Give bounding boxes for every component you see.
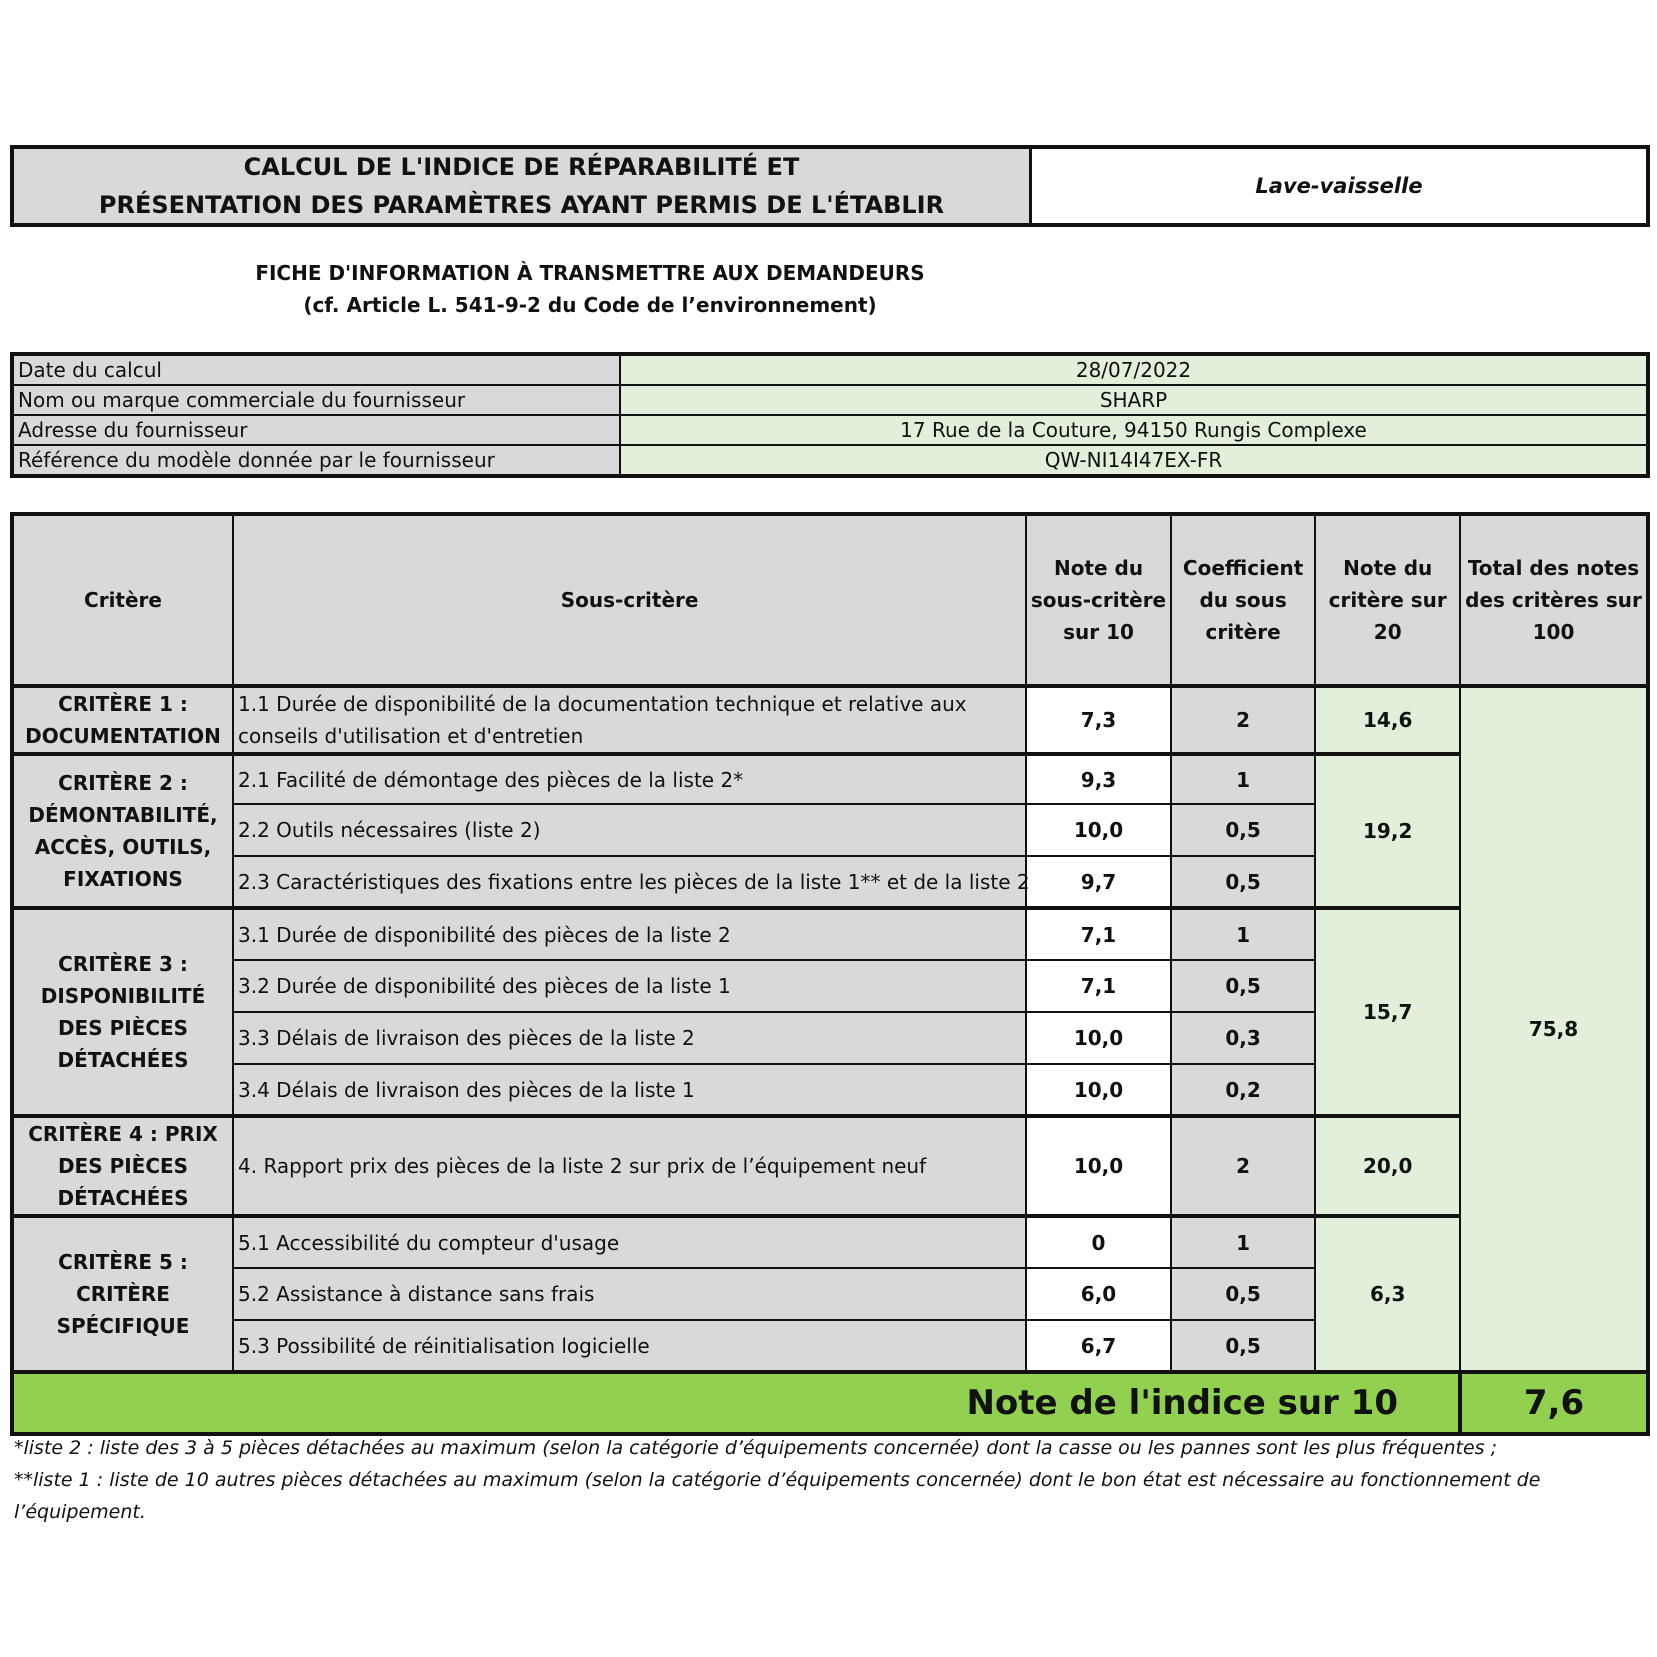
fiche-line-1: FICHE D'INFORMATION À TRANSMETTRE AUX DEMANDEURS bbox=[255, 261, 925, 285]
subcriterion-note: 6,7 bbox=[1026, 1320, 1171, 1372]
total-score: 75,8 bbox=[1460, 686, 1648, 1372]
info-label: Nom ou marque commerciale du fournisseur bbox=[12, 385, 620, 415]
info-label: Date du calcul bbox=[12, 354, 620, 385]
subcriterion-label: 3.3 Délais de livraison des pièces de la liste 2 bbox=[233, 1012, 1026, 1064]
header-total: Total des notes des critères sur 100 bbox=[1460, 514, 1648, 686]
criterion-label: CRITÈRE 4 : PRIX DES PIÈCES DÉTACHÉES bbox=[12, 1116, 233, 1216]
table-row bbox=[12, 754, 1648, 804]
subcriterion-label: 3.1 Durée de disponibilité des pièces de la liste 2 bbox=[233, 908, 1026, 960]
subcriterion-note: 0 bbox=[1026, 1216, 1171, 1268]
header-coefficient: Coefficient du sous critère bbox=[1171, 514, 1316, 686]
subcriterion-note: 7,1 bbox=[1026, 960, 1171, 1012]
subcriterion-label: 3.2 Durée de disponibilité des pièces de la liste 1 bbox=[233, 960, 1026, 1012]
header-sous-critere: Sous-critère bbox=[233, 514, 1026, 686]
table-row bbox=[12, 908, 1648, 960]
criterion-note: 6,3 bbox=[1315, 1216, 1460, 1372]
repairability-score-table bbox=[10, 512, 1650, 1436]
criterion-note: 20,0 bbox=[1315, 1116, 1460, 1216]
table-row bbox=[12, 686, 1648, 754]
criterion-label: CRITÈRE 5 : CRITÈRE SPÉCIFIQUE bbox=[12, 1216, 233, 1372]
product-category: Lave-vaisselle bbox=[1032, 149, 1646, 223]
subcriterion-coefficient: 0,2 bbox=[1171, 1064, 1316, 1116]
fiche-line-2: (cf. Article L. 541-9-2 du Code de l’environnement) bbox=[303, 293, 877, 317]
info-row-address bbox=[12, 415, 1648, 445]
document-title bbox=[14, 149, 1032, 223]
footnote-liste-2: *liste 2 : liste des 3 à 5 pièces détachées au maximum (selon la catégorie d’équipements concernée) dont la casse ou les pannes sont les plus fréquentes ; bbox=[14, 1437, 1497, 1459]
title-line-2: PRÉSENTATION DES PARAMÈTRES AYANT PERMIS DE L'ÉTABLIR bbox=[98, 191, 945, 219]
criterion-note: 14,6 bbox=[1315, 686, 1460, 754]
subcriterion-coefficient: 0,5 bbox=[1171, 1320, 1316, 1372]
subcriterion-label: 2.2 Outils nécessaires (liste 2) bbox=[233, 804, 1026, 856]
subcriterion-coefficient: 2 bbox=[1171, 686, 1316, 754]
info-row-date bbox=[12, 354, 1648, 385]
subcriterion-label: 1.1 Durée de disponibilité de la documentation technique et relative aux conseils d'utilisation et d'entretien bbox=[233, 686, 1026, 754]
subcriterion-coefficient: 0,5 bbox=[1171, 1268, 1316, 1320]
info-row-brand bbox=[12, 385, 1648, 415]
header-critere: Critère bbox=[12, 514, 233, 686]
final-score-row bbox=[12, 1372, 1648, 1434]
title-line-1: CALCUL DE L'INDICE DE RÉPARABILITÉ ET bbox=[243, 153, 800, 181]
criterion-label: CRITÈRE 3 : DISPONIBILITÉ DES PIÈCES DÉTACHÉES bbox=[12, 908, 233, 1116]
footnotes bbox=[14, 1432, 1634, 1528]
fiche-heading bbox=[10, 257, 1170, 321]
info-value: 28/07/2022 bbox=[620, 354, 1648, 385]
subcriterion-label: 2.1 Facilité de démontage des pièces de la liste 2* bbox=[233, 754, 1026, 804]
subcriterion-note: 10,0 bbox=[1026, 1064, 1171, 1116]
criterion-note: 15,7 bbox=[1315, 908, 1460, 1116]
subcriterion-coefficient: 1 bbox=[1171, 754, 1316, 804]
subcriterion-note: 9,7 bbox=[1026, 856, 1171, 908]
criterion-label: CRITÈRE 2 : DÉMONTABILITÉ, ACCÈS, OUTILS, FIXATIONS bbox=[12, 754, 233, 908]
subcriterion-label: 5.3 Possibilité de réinitialisation logicielle bbox=[233, 1320, 1026, 1372]
subcriterion-note: 10,0 bbox=[1026, 804, 1171, 856]
subcriterion-label: 2.3 Caractéristiques des fixations entre les pièces de la liste 1** et de la liste 2 bbox=[233, 856, 1026, 908]
table-row bbox=[12, 1116, 1648, 1216]
footnote-liste-1: **liste 1 : liste de 10 autres pièces détachées au maximum (selon la catégorie d’équipements concernée) dont le bon état est nécessaire au fonctionnement de l’équipement. bbox=[14, 1469, 1541, 1523]
info-label: Référence du modèle donnée par le fournisseur bbox=[12, 445, 620, 476]
title-block bbox=[10, 145, 1650, 227]
criterion-label: CRITÈRE 1 : DOCUMENTATION bbox=[12, 686, 233, 754]
subcriterion-label: 5.2 Assistance à distance sans frais bbox=[233, 1268, 1026, 1320]
subcriterion-note: 9,3 bbox=[1026, 754, 1171, 804]
info-row-model bbox=[12, 445, 1648, 476]
header-note-sous-critere: Note du sous-critère sur 10 bbox=[1026, 514, 1171, 686]
subcriterion-coefficient: 0,5 bbox=[1171, 856, 1316, 908]
final-score-label: Note de l'indice sur 10 bbox=[12, 1372, 1460, 1434]
supplier-info-table bbox=[10, 352, 1650, 478]
table-header-row bbox=[12, 514, 1648, 686]
subcriterion-label: 4. Rapport prix des pièces de la liste 2 sur prix de l’équipement neuf bbox=[233, 1116, 1026, 1216]
subcriterion-coefficient: 0,5 bbox=[1171, 804, 1316, 856]
subcriterion-coefficient: 0,5 bbox=[1171, 960, 1316, 1012]
subcriterion-note: 7,1 bbox=[1026, 908, 1171, 960]
subcriterion-coefficient: 2 bbox=[1171, 1116, 1316, 1216]
subcriterion-coefficient: 1 bbox=[1171, 908, 1316, 960]
header-note-critere: Note du critère sur 20 bbox=[1315, 514, 1460, 686]
subcriterion-note: 10,0 bbox=[1026, 1116, 1171, 1216]
subcriterion-note: 6,0 bbox=[1026, 1268, 1171, 1320]
info-value: 17 Rue de la Couture, 94150 Rungis Complexe bbox=[620, 415, 1648, 445]
subcriterion-coefficient: 0,3 bbox=[1171, 1012, 1316, 1064]
subcriterion-coefficient: 1 bbox=[1171, 1216, 1316, 1268]
subcriterion-note: 10,0 bbox=[1026, 1012, 1171, 1064]
subcriterion-label: 3.4 Délais de livraison des pièces de la liste 1 bbox=[233, 1064, 1026, 1116]
subcriterion-label: 5.1 Accessibilité du compteur d'usage bbox=[233, 1216, 1026, 1268]
info-value: SHARP bbox=[620, 385, 1648, 415]
subcriterion-note: 7,3 bbox=[1026, 686, 1171, 754]
info-label: Adresse du fournisseur bbox=[12, 415, 620, 445]
final-score-value: 7,6 bbox=[1460, 1372, 1648, 1434]
table-row bbox=[12, 1216, 1648, 1268]
info-value: QW-NI14I47EX-FR bbox=[620, 445, 1648, 476]
criterion-note: 19,2 bbox=[1315, 754, 1460, 908]
